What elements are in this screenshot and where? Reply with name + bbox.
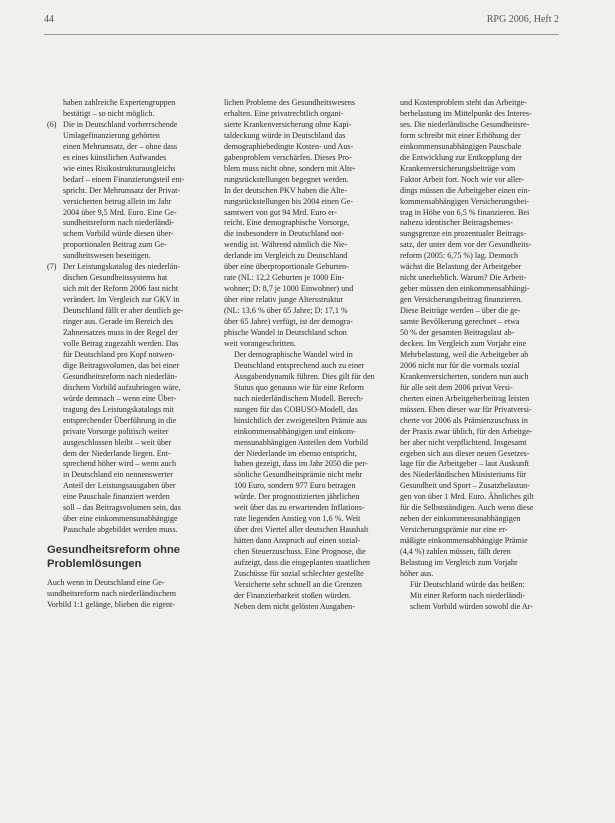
journal-title: RPG 2006, Heft 2 bbox=[486, 14, 559, 25]
text-line: rungsrückstellungen begegnet werden. bbox=[224, 174, 349, 184]
text-line: Pauschale abgebildet werden muss. bbox=[63, 525, 178, 535]
column-1 bbox=[47, 98, 199, 611]
text-line: Belastung im Vergleich zum Vorjahr bbox=[400, 558, 518, 568]
text-line: Zahnersatzes muss in der Regel der bbox=[63, 328, 178, 338]
paragraph bbox=[224, 350, 376, 602]
text-line: der Niederlande im ebenso entspricht, bbox=[234, 448, 357, 458]
page-number: 44 bbox=[44, 14, 54, 25]
text-line: volle Betrag zugezahlt werden. Das bbox=[63, 338, 179, 348]
text-line: die insbesondere in Deutschland not- bbox=[224, 229, 345, 239]
text-line: Zuschüsse für sozial schlechter gestellte bbox=[234, 568, 364, 578]
text-line: soll – das Beitragsvolumen sein, das bbox=[63, 503, 181, 513]
text-line: weit vorangeschritten. bbox=[224, 338, 296, 348]
text-line: nahezu identischer Beitragsbemes- bbox=[400, 218, 513, 228]
text-line: spricht. Der Mehrumsatz der Privat- bbox=[63, 185, 181, 195]
text-line: tragung des Leistungskatalogs mit bbox=[63, 404, 174, 414]
paragraph bbox=[224, 602, 376, 613]
text-line: lage für die Arbeitgeber – laut Auskunft bbox=[400, 459, 530, 469]
text-line: form schreibt mit einer Erhöhung der bbox=[400, 130, 521, 140]
text-line: bestätigt – so nicht möglich. bbox=[63, 108, 155, 118]
heading-line: Gesundheitsreform ohne bbox=[47, 544, 181, 557]
text-line: müssen. Eben dieser war für Privatversi- bbox=[400, 404, 532, 414]
text-line: samte Bevölkerung gerechnet – etwa bbox=[400, 317, 520, 327]
text-line: Gesundheit und Sport – Zusatzbelastun- bbox=[400, 481, 530, 491]
text-line: Krankenversicherten, sondern nun auch bbox=[400, 371, 529, 381]
text-line: Der Leistungskatalog des niederlän- bbox=[63, 262, 181, 272]
text-line: über eine relativ junge Altersstruktur bbox=[224, 295, 344, 305]
text-line: dige Beitragsvolumen, das bei einer bbox=[63, 360, 180, 370]
text-line: haben gezeigt, dass im Jahr 2050 die per- bbox=[234, 459, 368, 469]
text-line: blem muss nicht ohne, sondern mit Alte- bbox=[224, 163, 356, 173]
text-line: Die in Deutschland vorherrschende bbox=[63, 119, 178, 129]
text-line: des Niederländischen Ministeriums für bbox=[400, 470, 527, 480]
text-line: wendig ist. Während nämlich die Nie- bbox=[224, 240, 348, 250]
text-line: satz, der unter dem vor der Gesundheits- bbox=[400, 240, 532, 250]
text-line: (4,4 %) zahlen müssen, fällt deren bbox=[400, 547, 511, 557]
text-line: gabenproblem verschärfen. Dieses Pro- bbox=[224, 152, 352, 162]
text-line: neben der einkommensunabhängigen bbox=[400, 514, 521, 524]
text-line: Krankenversicherungsbeiträge vom bbox=[400, 163, 516, 173]
text-line: hätten dann Anspruch auf einen sozial- bbox=[234, 536, 361, 546]
text-line: sundheitswesen beseitigen. bbox=[63, 251, 151, 261]
text-line: private Vorsorge politisch weiter bbox=[63, 426, 169, 436]
text-line: entsprechender Überführung in die bbox=[63, 415, 177, 425]
text-line: für alle seit dem 2006 privat Versi- bbox=[400, 382, 513, 392]
text-line: chen Steuerzuschuss. Eine Prognose, die bbox=[234, 547, 366, 557]
text-line: Neben dem nicht gelösten Ausgaben- bbox=[234, 601, 355, 611]
text-line: nicht unerheblich. Warum? Die Arbeit- bbox=[400, 273, 527, 283]
page-header bbox=[44, 14, 559, 30]
text-line: verändert. Im Vergleich zur GKV in bbox=[63, 295, 180, 305]
text-line: Deutschland entsprechend auch zu einer bbox=[234, 360, 365, 370]
text-line: dischem Vorbild aufzubringen wäre, bbox=[63, 382, 181, 392]
column-3 bbox=[400, 98, 552, 613]
text-line: sierte Krankenversicherung ohne Kapi- bbox=[224, 119, 352, 129]
text-line: Der demographische Wandel wird in bbox=[234, 349, 353, 359]
text-line: rungsrückstellungen bis 2004 einen Ge- bbox=[224, 196, 354, 206]
text-line: der Finanzierbarkeit stoßen würden. bbox=[234, 590, 351, 600]
text-line: ringer aus. Gerade im Bereich des bbox=[63, 317, 174, 327]
text-line: und Kostenproblem steht das Arbeitge- bbox=[400, 98, 527, 107]
column-2 bbox=[224, 98, 376, 613]
text-line: cherte vor 2006 als Prämienzuschuss in bbox=[400, 415, 528, 425]
text-line: bedarf – einem Finanzierungsteil ent- bbox=[63, 174, 185, 184]
text-line: dischen Gesundheitssystems hat bbox=[63, 273, 168, 283]
list-item-6 bbox=[47, 120, 199, 262]
text-line: reicht. Eine demographische Vorsorge, bbox=[224, 218, 350, 228]
text-line: sönliche Gesundheitsprämie nicht mehr bbox=[234, 470, 363, 480]
text-line: für die Selbstständigen. Auch wenn diese bbox=[400, 503, 534, 513]
text-line: Faktor Arbeit fort. Noch wie vor aller- bbox=[400, 174, 525, 184]
text-line: Anteil der Leistungsausgaben über bbox=[63, 481, 176, 491]
text-line: gen von über 1 Mrd. Euro. Ähnliches gilt bbox=[400, 492, 534, 502]
text-line: demographiebedingte Kosten- und Aus- bbox=[224, 141, 354, 151]
text-line: einkommensabhängigen und einkom- bbox=[234, 426, 356, 436]
text-line: Auch wenn in Deutschland eine Ge- bbox=[47, 578, 165, 588]
text-line: Umlagefinanzierung gehörten bbox=[63, 130, 160, 140]
text-line: einen Mehrumsatz, der – ohne dass bbox=[63, 141, 178, 151]
text-line: rate (NL: 12,2 Geburten je 1000 Ein- bbox=[224, 273, 345, 283]
text-line: wie eines Risikostrukturausgleichs bbox=[63, 163, 176, 173]
list-number: (7) bbox=[47, 262, 57, 272]
text-line: eine Pauschale finanziert werden bbox=[63, 492, 170, 502]
text-line: aufzeigt, dass die eingeplanten staatlichen bbox=[234, 558, 370, 568]
text-line: Versicherte sehr schnell an die Grenzen bbox=[234, 579, 362, 589]
text-line: kommensabhängigen Versicherungsbei- bbox=[400, 196, 530, 206]
text-line: Mehrbelastung, weil die Arbeitgeber ab bbox=[400, 349, 529, 359]
text-line: versicherten betrug allein im Jahr bbox=[63, 196, 172, 206]
text-line: berbelastung im Mittelpunkt des Interes- bbox=[400, 108, 532, 118]
text-line: samtwert von gut 94 Mrd. Euro er- bbox=[224, 207, 337, 217]
text-line: würde. Der prognostizierten jährlichen bbox=[234, 492, 360, 502]
text-line: die Entwicklung zur Entkopplung der bbox=[400, 152, 522, 162]
text-line: hinsichtlich der zweigeteilten Prämie aus bbox=[234, 415, 368, 425]
text-line: sprechend höher wird – wenn auch bbox=[63, 459, 177, 469]
text-line: derlande im Vergleich zu Deutschland bbox=[224, 251, 348, 261]
text-line: ausgeschlossen bleibt – weit über bbox=[63, 437, 172, 447]
text-line: sich mit der Reform 2006 fast nicht bbox=[63, 284, 179, 294]
text-line: (NL: 13,6 % über 65 Jahre; D: 17,1 % bbox=[224, 306, 348, 316]
text-line: decken. Im Vergleich zum Vorjahr eine bbox=[400, 338, 527, 348]
text-line: reform (2005: 6,75 %) lag. Dennoch bbox=[400, 251, 518, 261]
text-line: 2004 über 9,5 Mrd. Euro. Eine Ge- bbox=[63, 207, 177, 217]
text-line: einkommensunabhängigen Pauschale bbox=[400, 141, 522, 151]
text-line: schem Vorbild würden sowohl die Ar- bbox=[410, 601, 533, 611]
text-line: Deutschland fällt er aber deutlich ge- bbox=[63, 306, 184, 316]
text-line: würde demnach – wenn eine Über- bbox=[63, 393, 177, 403]
list-item-7 bbox=[47, 262, 199, 536]
text-line: es eines künstlichen Aufwandes bbox=[63, 152, 167, 162]
text-line: ergeben sich aus dieser neuen Gesetzes- bbox=[400, 448, 530, 458]
text-line: in Deutschland ein nennenswerter bbox=[63, 470, 173, 480]
text-line: dings müssen die Arbeitgeber einen ein- bbox=[400, 185, 531, 195]
paragraph bbox=[224, 98, 376, 350]
header-rule bbox=[44, 34, 559, 35]
text-line: erhalten. Eine privatrechtlich organi- bbox=[224, 108, 344, 118]
text-line: mensunabhängigen Anteilen dem Vorbild bbox=[234, 437, 368, 447]
text-line: Vorbild 1:1 gelänge, blieben die eigent- bbox=[47, 600, 175, 610]
text-line: 50 % der gesamten Beitragslast ab- bbox=[400, 328, 515, 338]
intro-text bbox=[47, 98, 199, 120]
text-line: rate liegenden Anstieg von 1,6 %. Weit bbox=[234, 514, 361, 524]
text-line: Ausgabendynamik führen. Dies gilt für den bbox=[234, 371, 375, 381]
text-line: phische Wandel in Deutschland schon bbox=[224, 328, 347, 338]
text-line: Für Deutschland würde das heißen: bbox=[410, 579, 525, 589]
paragraph bbox=[47, 578, 199, 611]
text-line: geber müssen den einkommensabhängi- bbox=[400, 284, 530, 294]
text-line: Status quo genauso wie für eine Reform bbox=[234, 382, 364, 392]
text-line: Versicherungsprämie nur eine er- bbox=[400, 525, 508, 535]
text-line: für Deutschland pro Kopf notwen- bbox=[63, 349, 175, 359]
text-line: ses. Die niederländische Gesundheitsre- bbox=[400, 119, 530, 129]
text-line: sungsgrenze ein prozentualer Beitrags- bbox=[400, 229, 527, 239]
text-line: sundheitsreform nach niederländi- bbox=[63, 218, 175, 228]
text-line: haben zahlreiche Expertengruppen bbox=[63, 98, 176, 107]
text-line: ber aber nicht verpflichtend. Insgesamt bbox=[400, 437, 527, 447]
text-line: proportionalen Beitrag zum Ge- bbox=[63, 240, 167, 250]
text-line: Mit einer Reform nach niederländi- bbox=[410, 590, 526, 600]
text-line: weit über das zu erwartenden Inflations- bbox=[234, 503, 365, 513]
text-line: schem Vorbild würde diesen über- bbox=[63, 229, 174, 239]
text-line: über 65 Jahre) verfügt, ist der demogra- bbox=[224, 317, 353, 327]
text-line: wächst die Belastung der Arbeitgeber bbox=[400, 262, 522, 272]
text-line: trag in Höhe von 6,5 % finanzieren. Bei bbox=[400, 207, 530, 217]
text-line: 100 Euro, sondern 977 Euro betragen bbox=[234, 481, 356, 491]
text-line: Diese Beiträge werden – über die ge- bbox=[400, 306, 521, 316]
text-line: cherten einen Arbeitgeberbeitrag leisten bbox=[400, 393, 530, 403]
text-line: 2006 nicht nur für die vormals sozial bbox=[400, 360, 520, 370]
list-number: (6) bbox=[47, 119, 57, 129]
heading-line: Problemlösungen bbox=[47, 557, 142, 570]
text-line: lichen Probleme des Gesundheitswesens bbox=[224, 98, 356, 107]
text-line: höher aus. bbox=[400, 568, 434, 578]
text-line: über drei Viertel aller deutschen Haushalt bbox=[234, 525, 369, 535]
text-line: wohner; D: 8,7 je 1000 Einwohner) und bbox=[224, 284, 354, 294]
paragraph bbox=[400, 580, 552, 613]
text-line: gen Versicherungsbeitrag finanzieren. bbox=[400, 295, 523, 305]
text-line: nach niederländischem Modell. Berech- bbox=[234, 393, 364, 403]
text-line: über eine einkommensunabhängige bbox=[63, 514, 178, 524]
text-line: taldeckung würde in Deutschland das bbox=[224, 130, 346, 140]
text-line: Gesundheitsreform nach niederlän- bbox=[63, 371, 178, 381]
text-line: sundheitsreform nach niederländischem bbox=[47, 589, 177, 599]
text-line: In der deutschen PKV haben die Alte- bbox=[224, 185, 348, 195]
section-heading bbox=[47, 544, 199, 571]
text-line: mäßigte einkommensabhängige Prämie bbox=[400, 536, 528, 546]
text-line: nungen für das COBUSO-Modell, das bbox=[234, 404, 358, 414]
text-line: der Praxis zwar üblich, für den Arbeitge- bbox=[400, 426, 533, 436]
text-line: über eine überproportionale Geburten- bbox=[224, 262, 349, 272]
text-line: dem der Niederlande liegen. Ent- bbox=[63, 448, 171, 458]
paragraph bbox=[400, 98, 552, 580]
